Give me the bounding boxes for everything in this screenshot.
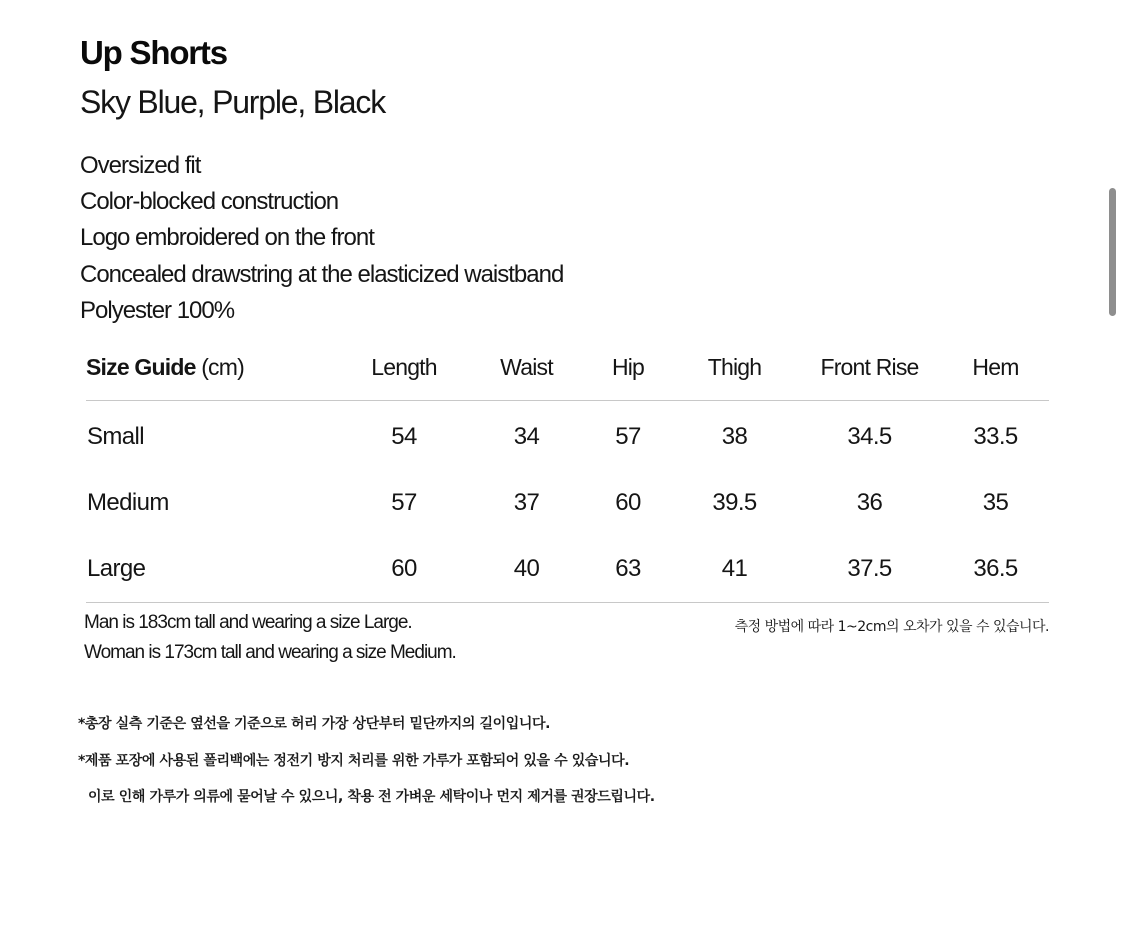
hem-cell: 35 bbox=[982, 489, 1009, 516]
feature-item: Polyester 100% bbox=[80, 296, 235, 324]
front-rise-cell: 37.5 bbox=[797, 536, 942, 603]
column-header-hem: Hem bbox=[942, 338, 1049, 401]
feature-item: Concealed drawstring at the elasticized waistband bbox=[80, 260, 564, 288]
column-header-waist: Waist bbox=[469, 338, 584, 401]
column-header-hip: Hip bbox=[584, 338, 672, 401]
hip-cell: 57 bbox=[615, 423, 641, 450]
size-guide-title: Size Guide bbox=[86, 353, 196, 380]
table-row-small bbox=[86, 401, 1049, 471]
waist-cell: 34 bbox=[513, 423, 540, 450]
front-rise-cell: 34.5 bbox=[847, 423, 892, 450]
column-header-length: Length bbox=[339, 338, 469, 401]
notice-item: 이로 인해 가루가 의류에 묻어날 수 있으니, 착용 전 가벼운 세탁이나 먼지 제거를 권장드립니다. bbox=[88, 789, 655, 805]
size-label: Medium bbox=[87, 489, 169, 516]
feature-item: Oversized fit bbox=[80, 152, 201, 179]
hip-cell: 60 bbox=[615, 489, 641, 516]
product-colors: Sky Blue, Purple, Black bbox=[80, 84, 385, 120]
waist-cell: 37 bbox=[513, 489, 540, 516]
feature-item: Logo embroidered on the front bbox=[80, 224, 374, 252]
front-rise-cell: 36 bbox=[856, 489, 883, 516]
model-note-man: Man is 183cm tall and wearing a size Large. bbox=[84, 612, 412, 633]
size-label: Small bbox=[87, 423, 145, 450]
size-guide-heading bbox=[86, 338, 339, 401]
hip-cell: 63 bbox=[584, 536, 672, 603]
hem-cell: 33.5 bbox=[973, 423, 1018, 450]
column-header-front-rise: Front Rise bbox=[797, 338, 942, 401]
length-cell: 57 bbox=[391, 489, 417, 516]
feature-list bbox=[80, 148, 563, 329]
size-label: Large bbox=[86, 536, 339, 603]
length-cell: 60 bbox=[339, 536, 469, 603]
size-guide-unit: (cm) bbox=[201, 353, 244, 380]
table-row-large bbox=[86, 536, 1049, 603]
notice-item: *제품 포장에 사용된 폴리백에는 정전기 방지 처리를 위한 가루가 포함되어 있을 수 있습니다. bbox=[78, 752, 630, 769]
thigh-cell: 38 bbox=[721, 423, 748, 450]
length-cell: 54 bbox=[391, 423, 417, 450]
table-row-medium bbox=[86, 470, 1049, 536]
measurement-error-note: 측정 방법에 따라 1~2cm의 오차가 있을 수 있습니다. bbox=[734, 619, 1049, 635]
notice-list bbox=[78, 706, 655, 816]
vertical-scrollbar[interactable] bbox=[1109, 188, 1116, 316]
column-header-thigh: Thigh bbox=[672, 338, 797, 401]
hem-cell: 36.5 bbox=[942, 536, 1049, 603]
product-title: Up Shorts bbox=[80, 34, 227, 71]
thigh-cell: 39.5 bbox=[712, 489, 757, 516]
thigh-cell: 41 bbox=[672, 536, 797, 603]
notice-item: *총장 실측 기준은 옆선을 기준으로 허리 가장 상단부터 밑단까지의 길이입니다. bbox=[78, 716, 551, 732]
size-guide-table bbox=[86, 338, 1049, 603]
model-note-woman: Woman is 173cm tall and wearing a size Medium. bbox=[84, 642, 456, 663]
feature-item: Color-blocked construction bbox=[80, 188, 339, 216]
size-guide-header-row bbox=[86, 338, 1049, 401]
waist-cell: 40 bbox=[469, 536, 584, 603]
